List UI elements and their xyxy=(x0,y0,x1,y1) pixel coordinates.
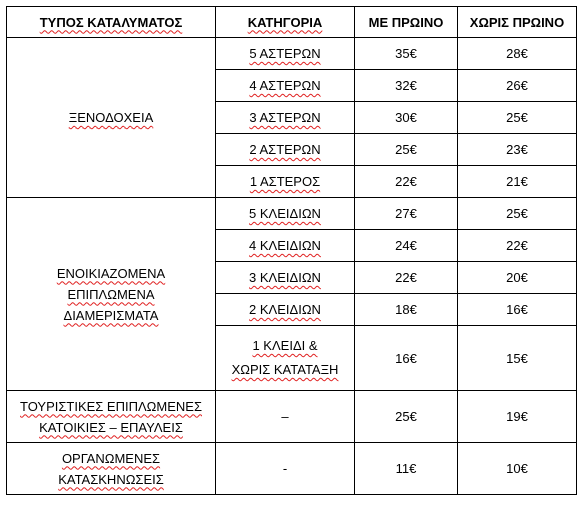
price-without-breakfast: 25€ xyxy=(458,198,577,230)
category-cell: 1 ΑΣΤΕΡΟΣ xyxy=(216,166,355,198)
table-row xyxy=(7,198,577,230)
price-with-breakfast: 22€ xyxy=(355,262,458,294)
header-with-breakfast: ΜΕ ΠΡΩΙΝΟ xyxy=(355,7,458,38)
type-tourist-residences: ΤΟΥΡΙΣΤΙΚΕΣ ΕΠΙΠΛΩΜΕΝΕΣ ΚΑΤΟΙΚΙΕΣ – ΕΠΑΥΛΕΙΣ xyxy=(7,391,216,443)
price-without-breakfast: 16€ xyxy=(458,294,577,326)
price-without-breakfast: 22€ xyxy=(458,230,577,262)
category-cell: 3 ΑΣΤΕΡΩΝ xyxy=(216,102,355,134)
price-without-breakfast: 28€ xyxy=(458,38,577,70)
price-without-breakfast: 19€ xyxy=(458,391,577,443)
price-with-breakfast: 16€ xyxy=(355,326,458,391)
category-cell: 2 ΑΣΤΕΡΩΝ xyxy=(216,134,355,166)
type-hotels: ΞΕΝΟΔΟΧΕΙΑ xyxy=(7,38,216,198)
header-without-breakfast: ΧΩΡΙΣ ΠΡΩΙΝΟ xyxy=(458,7,577,38)
category-cell: 1 ΚΛΕΙΔΙ & ΧΩΡΙΣ ΚΑΤΑΤΑΞΗ xyxy=(216,326,355,391)
category-cell: 5 ΑΣΤΕΡΩΝ xyxy=(216,38,355,70)
category-cell: 5 ΚΛΕΙΔΙΩΝ xyxy=(216,198,355,230)
price-with-breakfast: 30€ xyxy=(355,102,458,134)
category-cell: – xyxy=(216,391,355,443)
accommodation-price-table xyxy=(6,6,577,495)
category-cell: 4 ΑΣΤΕΡΩΝ xyxy=(216,70,355,102)
category-cell: 2 ΚΛΕΙΔΙΩΝ xyxy=(216,294,355,326)
price-with-breakfast: 22€ xyxy=(355,166,458,198)
price-without-breakfast: 25€ xyxy=(458,102,577,134)
price-without-breakfast: 10€ xyxy=(458,443,577,495)
header-row xyxy=(7,7,577,38)
price-without-breakfast: 20€ xyxy=(458,262,577,294)
price-without-breakfast: 21€ xyxy=(458,166,577,198)
price-without-breakfast: 15€ xyxy=(458,326,577,391)
table-row xyxy=(7,443,577,495)
type-apartments: ΕΝΟΙΚΙΑΖΟΜΕΝΑ ΕΠΙΠΛΩΜΕΝΑ ΔΙΑΜΕΡΙΣΜΑΤΑ xyxy=(7,198,216,391)
category-cell: - xyxy=(216,443,355,495)
category-cell: 3 ΚΛΕΙΔΙΩΝ xyxy=(216,262,355,294)
type-campsites: ΟΡΓΑΝΩΜΕΝΕΣ ΚΑΤΑΣΚΗΝΩΣΕΙΣ xyxy=(7,443,216,495)
price-with-breakfast: 25€ xyxy=(355,391,458,443)
price-without-breakfast: 26€ xyxy=(458,70,577,102)
header-accommodation-type: ΤΥΠΟΣ ΚΑΤΑΛΥΜΑΤΟΣ xyxy=(7,7,216,38)
price-with-breakfast: 27€ xyxy=(355,198,458,230)
price-without-breakfast: 23€ xyxy=(458,134,577,166)
price-with-breakfast: 24€ xyxy=(355,230,458,262)
header-category: ΚΑΤΗΓΟΡΙΑ xyxy=(216,7,355,38)
table-row xyxy=(7,391,577,443)
table-body xyxy=(7,38,577,495)
price-with-breakfast: 18€ xyxy=(355,294,458,326)
table-row xyxy=(7,38,577,70)
price-with-breakfast: 32€ xyxy=(355,70,458,102)
price-with-breakfast: 11€ xyxy=(355,443,458,495)
category-cell: 4 ΚΛΕΙΔΙΩΝ xyxy=(216,230,355,262)
price-with-breakfast: 35€ xyxy=(355,38,458,70)
table-header xyxy=(7,7,577,38)
price-with-breakfast: 25€ xyxy=(355,134,458,166)
